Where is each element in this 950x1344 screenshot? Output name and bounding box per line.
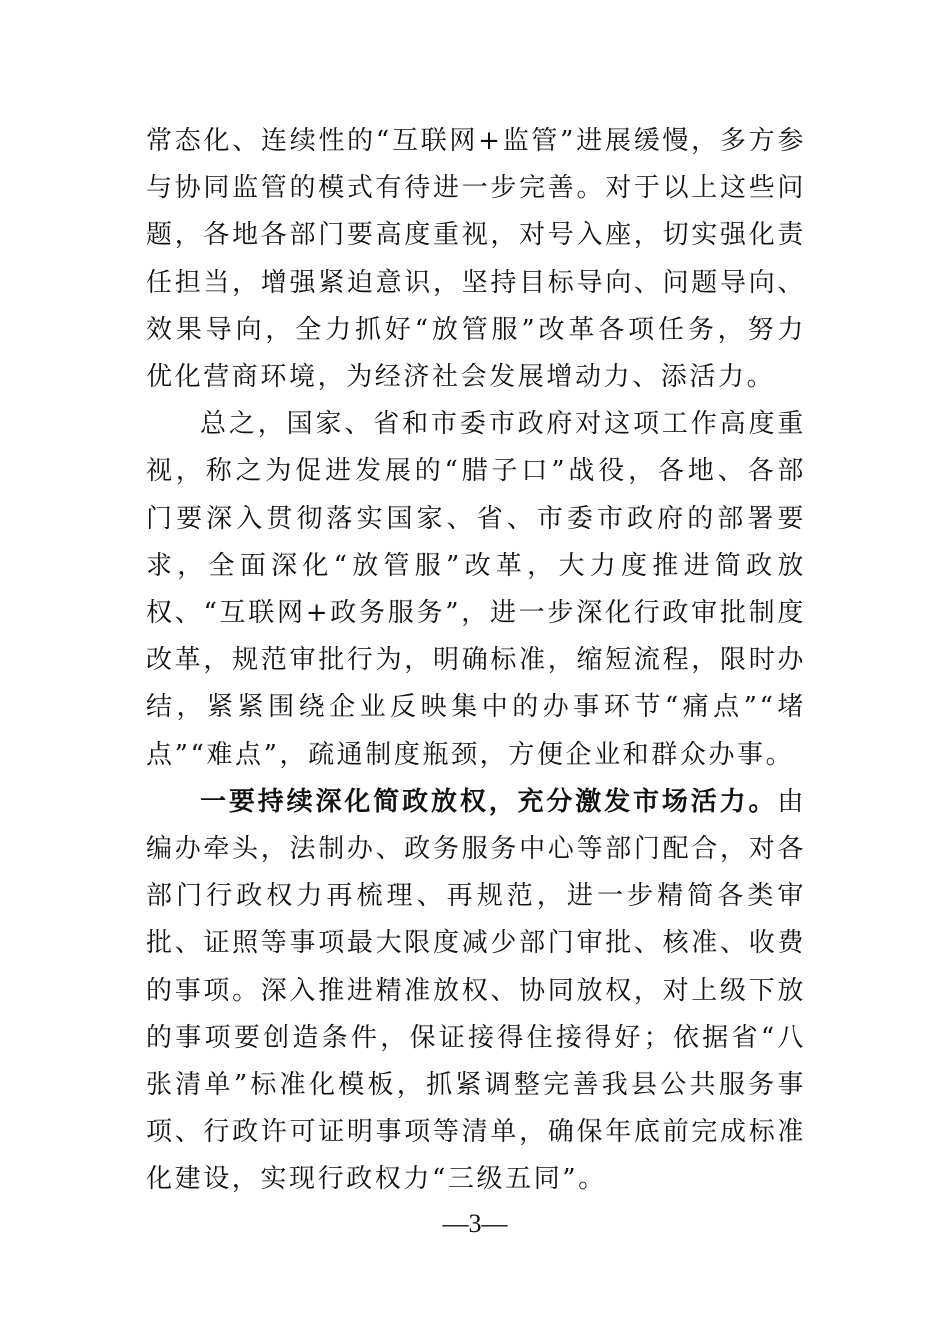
document-body xyxy=(146,118,806,1204)
paragraph-1 xyxy=(146,118,806,401)
paragraph-3-heading: 一要持续深化简政放权，充分激发市场活力。 xyxy=(200,786,778,817)
paragraph-2 xyxy=(146,401,806,779)
paragraph-3 xyxy=(146,779,806,1204)
page-number: —3— xyxy=(442,1209,508,1238)
paragraph-1-text: 常态化、连续性的“互联网+监管”进展缓慢，多方参与协同监管的模式有待进一步完善。对于以上这些问题，各地各部门要高度重视，对号入座，切实强化责任担当，增强紧迫意识，坚持目标导向、问题导向、效果导向，全力抓好“放管服”改革各项任务，努力优化营商环境，为经济社会发展增动力、添活力。 xyxy=(146,126,806,393)
paragraph-3-text: 由编办牵头，法制办、政务服务中心等部门配合，对各部门行政权力再梳理、再规范，进一步精简各类审批、证照等事项最大限度减少部门审批、核准、收费的事项。深入推进精准放权、协同放权，对上级下放的事项要创造条件，保证接得住接得好；依据省“八张清单”标准化模板，抓紧调整完善我县公共服务事项、行政许可证明事项等清单，确保年底前完成标准化建设，实现行政权力“三级五同”。 xyxy=(146,786,806,1195)
paragraph-2-text: 总之，国家、省和市委市政府对这项工作高度重视，称之为促进发展的“腊子口”战役，各地、各部门要深入贯彻落实国家、省、市委市政府的部署要求，全面深化“放管服”改革，大力度推进简政放权、“互联网+政务服务”，进一步深化行政审批制度改革，规范审批行为，明确标准，缩短流程，限时办结，紧紧围绕企业反映集中的办事环节“痛点”“堵点”“难点”，疏通制度瓶颈，方便企业和群众办事。 xyxy=(146,409,806,770)
